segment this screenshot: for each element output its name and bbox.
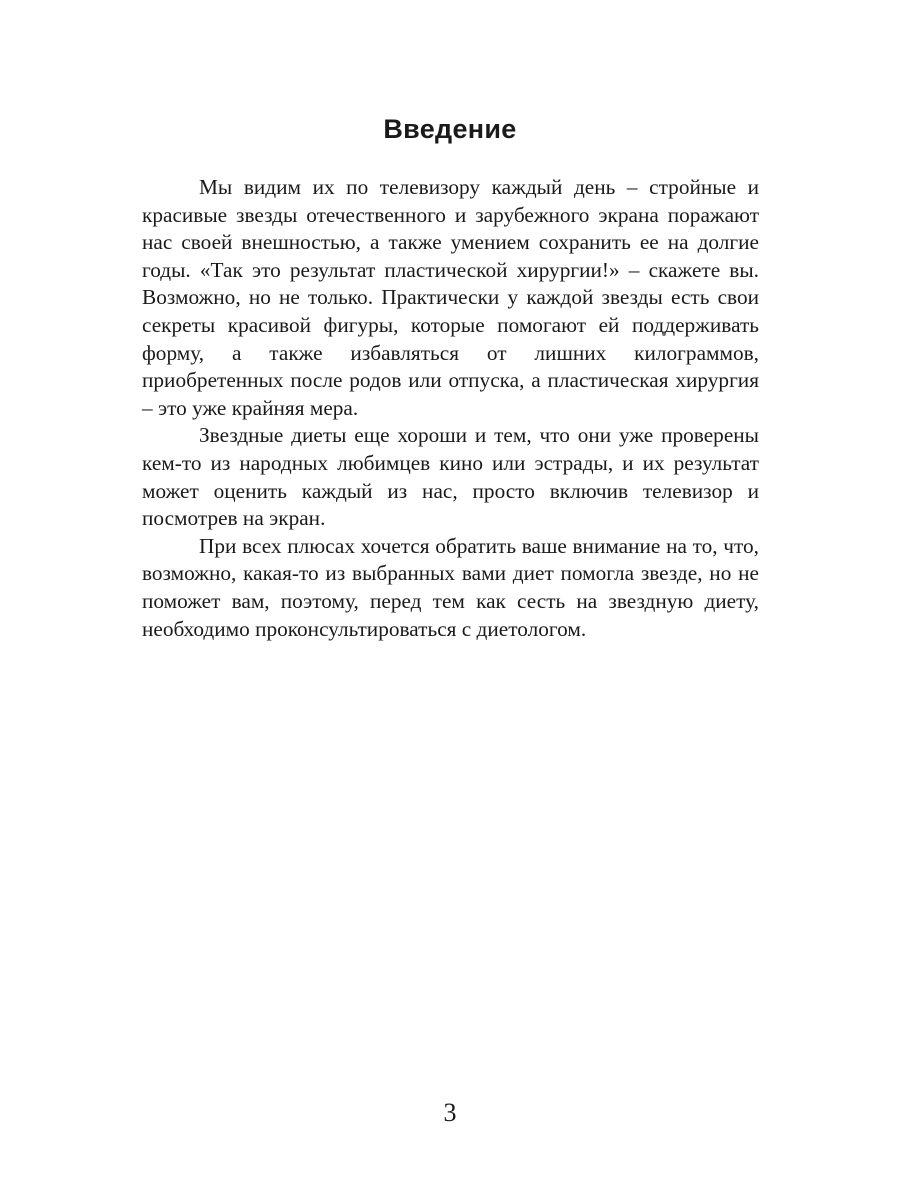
paragraph-1: Мы видим их по телевизору каждый день – стройные и красивые звезды отечественного и зарубежного экрана поражают нас своей внешностью, а также умением сохранить ее на долгие годы. «Так это результат пластической хирургии!» – скажете вы. Возможно, но не только. Практически у каждой звезды есть свои секреты красивой фигуры, которые помогают ей поддерживать форму, а также избавляться от лишних килограммов, приобретенных после родов или отпуска, а пластическая хирургия – это уже крайняя мера.	[142, 175, 759, 420]
page-title: Введение	[383, 114, 517, 144]
page-number: 3	[443, 1098, 457, 1127]
paragraph-3: При всех плюсах хочется обратить ваше внимание на то, что, возможно, какая-то из выбранных вами диет помогла звезде, но не поможет вам, поэтому, перед тем как сесть на звездную диету, необходимо проконсультироваться с диетологом.	[142, 533, 759, 641]
body-text	[142, 174, 759, 643]
paragraph-2: Звездные диеты еще хороши и тем, что они уже проверены кем-то из народных любимцев кино или эстрады, и их результат может оценить каждый из нас, просто включив телевизор и посмотрев на экран.	[142, 423, 759, 531]
